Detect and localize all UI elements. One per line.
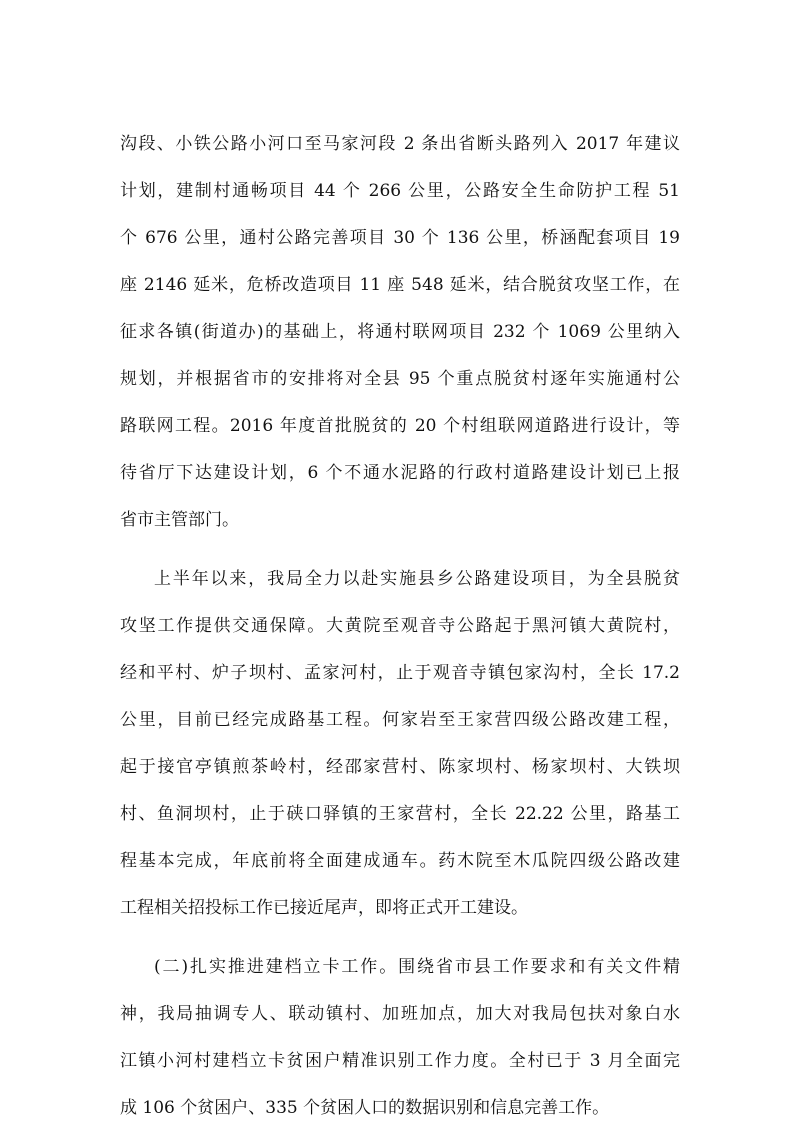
paragraph-3-line-3: 江镇小河村建档立卡贫困户精准识别工作力度。全村已于 3 月全面完 — [120, 1051, 680, 1071]
paragraph-1-line-5: 征求各镇(街道办)的基础上，将通村联网项目 232 个 1069 公里纳入 — [120, 322, 680, 342]
paragraph-1-line-3: 个 676 公里，通村公路完善项目 30 个 136 公里，桥涵配套项目 19 — [120, 228, 680, 248]
paragraph-3-line-1: (二)扎实推进建档立卡工作。围绕省市县工作要求和有关文件精 — [154, 957, 680, 977]
paragraph-1-line-2: 计划，建制村通畅项目 44 个 266 公里，公路安全生命防护工程 51 — [120, 181, 680, 201]
paragraph-1-line-7: 路联网工程。2016 年度首批脱贫的 20 个村组联网道路进行设计，等 — [120, 416, 680, 436]
paragraph-2-line-5: 起于接官亭镇煎茶岭村，经邵家营村、陈家坝村、杨家坝村、大铁坝 — [120, 757, 680, 777]
paragraph-3-line-4: 成 106 个贫困户、335 个贫困人口的数据识别和信息完善工作。 — [120, 1098, 610, 1118]
paragraph-1-line-8: 待省厅下达建设计划，6 个不通水泥路的行政村道路建设计划已上报 — [120, 463, 680, 483]
paragraph-1-line-4: 座 2146 延米，危桥改造项目 11 座 548 延米，结合脱贫攻坚工作，在 — [120, 275, 680, 295]
paragraph-1-line-6: 规划，并根据省市的安排将对全县 95 个重点脱贫村逐年实施通村公 — [120, 369, 680, 389]
paragraph-2-line-3: 经和平村、炉子坝村、孟家河村，止于观音寺镇包家沟村，全长 17.2 — [120, 663, 680, 683]
paragraph-2-line-8: 工程相关招投标工作已接近尾声，即将正式开工建设。 — [120, 898, 528, 918]
paragraph-2-line-4: 公里，目前已经完成路基工程。何家岩至王家营四级公路改建工程， — [120, 710, 680, 730]
paragraph-2-line-7: 程基本完成，年底前将全面建成通车。药木院至木瓜院四级公路改建 — [120, 851, 680, 871]
paragraph-2-line-6: 村、鱼洞坝村，止于硖口驿镇的王家营村，全长 22.22 公里，路基工 — [120, 804, 680, 824]
paragraph-3-line-2: 神，我局抽调专人、联动镇村、加班加点，加大对我局包扶对象白水 — [120, 1004, 680, 1024]
paragraph-1-line-1: 沟段、小铁公路小河口至马家河段 2 条出省断头路列入 2017 年建议 — [120, 134, 680, 154]
paragraph-2-line-2: 攻坚工作提供交通保障。大黄院至观音寺公路起于黑河镇大黄院村， — [120, 616, 680, 636]
paragraph-2-line-1: 上半年以来，我局全力以赴实施县乡公路建设项目，为全县脱贫 — [154, 569, 680, 589]
paragraph-1-line-9: 省市主管部门。 — [120, 510, 239, 530]
